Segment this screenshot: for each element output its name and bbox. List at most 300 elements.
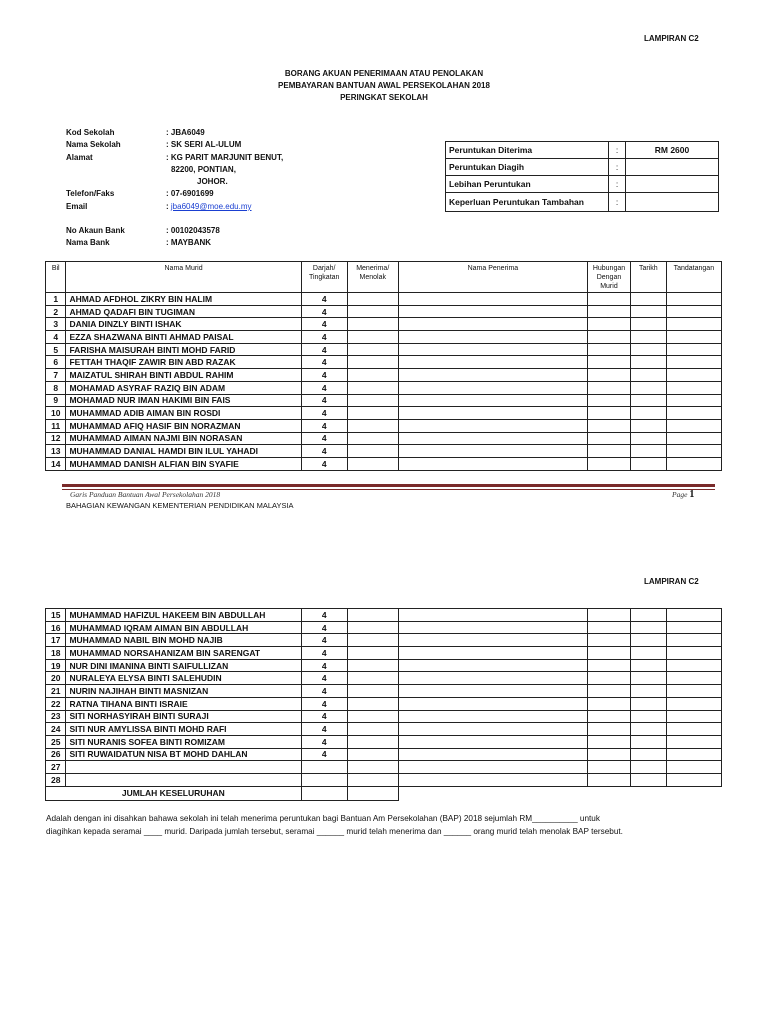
row-hubungan-cell[interactable]	[588, 723, 631, 736]
row-nama-penerima-cell[interactable]	[398, 710, 587, 723]
lampiran-label-page2: LAMPIRAN C2	[644, 577, 699, 586]
row-hubungan-cell[interactable]	[588, 381, 631, 394]
row-menerima-cell[interactable]	[347, 407, 398, 420]
title-line: BORANG AKUAN PENERIMAAN ATAU PENOLAKAN	[284, 69, 484, 78]
row-tandatangan-cell[interactable]	[666, 685, 721, 698]
header-hubungan: Hubungan Dengan Murid	[588, 262, 631, 293]
row-hubungan-cell[interactable]	[588, 331, 631, 344]
row-menerima-cell[interactable]	[347, 609, 398, 622]
row-menerima-cell[interactable]	[347, 305, 398, 318]
row-darjah: 4	[301, 659, 347, 672]
row-bil: 28	[46, 773, 66, 786]
row-darjah: 4	[301, 735, 347, 748]
row-bil: 19	[46, 659, 66, 672]
row-nama-penerima-cell[interactable]	[398, 672, 587, 685]
row-tarikh-cell[interactable]	[630, 748, 666, 761]
footer-dept: BAHAGIAN KEWANGAN KEMENTERIAN PENDIDIKAN MALAYSIA	[66, 501, 294, 510]
row-student-name: MOHAMAD ASYRAF RAZIQ BIN ADAM	[66, 381, 301, 394]
row-bil: 1	[46, 293, 66, 306]
table-row	[46, 647, 722, 660]
student-table-page2	[45, 608, 722, 801]
row-bil: 24	[46, 723, 66, 736]
header-tarikh: Tarikh	[630, 262, 666, 293]
row-nama-penerima-cell[interactable]	[398, 331, 587, 344]
row-darjah: 4	[301, 748, 347, 761]
table-row	[46, 343, 722, 356]
row-darjah: 4	[301, 343, 347, 356]
row-tarikh-cell[interactable]	[630, 761, 666, 774]
info-label: Alamat	[66, 152, 93, 162]
row-hubungan-cell[interactable]	[588, 457, 631, 470]
row-tandatangan-cell[interactable]	[666, 305, 721, 318]
row-hubungan-cell[interactable]	[588, 710, 631, 723]
footer-guide: Garis Panduan Bantuan Awal Persekolahan 2018	[70, 490, 221, 499]
table-row	[46, 723, 722, 736]
row-bil: 18	[46, 647, 66, 660]
total-darjah-cell[interactable]	[301, 786, 347, 800]
row-tandatangan-cell[interactable]	[666, 394, 721, 407]
allocation-label: Peruntukan Diagih	[446, 159, 609, 176]
page-number	[672, 489, 694, 500]
row-bil: 14	[46, 457, 66, 470]
row-darjah: 4	[301, 419, 347, 432]
info-value: : KG PARIT MARJUNIT BENUT,	[166, 152, 284, 162]
row-bil: 21	[46, 685, 66, 698]
row-nama-penerima-cell[interactable]	[398, 748, 587, 761]
row-hubungan-cell[interactable]	[588, 647, 631, 660]
row-tarikh-cell[interactable]	[630, 685, 666, 698]
allocation-label: Keperluan Peruntukan Tambahan	[446, 193, 609, 212]
row-tarikh-cell[interactable]	[630, 445, 666, 458]
info-value: :	[166, 201, 171, 211]
table-row	[46, 609, 722, 622]
row-nama-penerima-cell[interactable]	[398, 305, 587, 318]
table-row	[46, 659, 722, 672]
row-nama-penerima-cell[interactable]	[398, 761, 587, 774]
allocation-label: Lebihan Peruntukan	[446, 176, 609, 193]
row-tarikh-cell[interactable]	[630, 457, 666, 470]
row-hubungan-cell[interactable]	[588, 432, 631, 445]
allocation-sep: :	[609, 176, 626, 193]
row-tarikh-cell[interactable]	[630, 647, 666, 660]
row-darjah: 4	[301, 432, 347, 445]
title-line: PERINGKAT SEKOLAH	[340, 93, 428, 102]
row-tandatangan-cell[interactable]	[666, 710, 721, 723]
total-menerima-cell[interactable]	[347, 786, 398, 800]
allocation-table	[445, 141, 719, 212]
email-link[interactable]: jba6049@moe.edu.my	[170, 201, 252, 211]
row-hubungan-cell[interactable]	[588, 369, 631, 382]
row-darjah: 4	[301, 394, 347, 407]
row-menerima-cell[interactable]	[347, 659, 398, 672]
row-student-name: MAIZATUL SHIRAH BINTI ABDUL RAHIM	[66, 369, 301, 382]
row-nama-penerima-cell[interactable]	[398, 647, 587, 660]
row-tandatangan-cell[interactable]	[666, 445, 721, 458]
info-value: : JBA6049	[166, 128, 205, 137]
row-bil: 10	[46, 407, 66, 420]
table-row	[46, 634, 722, 647]
row-menerima-cell[interactable]	[347, 710, 398, 723]
row-tarikh-cell[interactable]	[630, 369, 666, 382]
row-student-name: RATNA TIHANA BINTI ISRAIE	[66, 697, 301, 710]
row-student-name: NURALEYA ELYSA BINTI SALEHUDIN	[66, 672, 301, 685]
row-tandatangan-cell[interactable]	[666, 369, 721, 382]
row-nama-penerima-cell[interactable]	[398, 659, 587, 672]
row-student-name: MUHAMMAD NORSAHANIZAM BIN SARENGAT	[66, 647, 301, 660]
row-hubungan-cell[interactable]	[588, 356, 631, 369]
row-student-name: NUR DINI IMANINA BINTI SAIFULLIZAN	[66, 659, 301, 672]
school-info	[66, 127, 366, 250]
row-tandatangan-cell[interactable]	[666, 331, 721, 344]
info-value: JOHOR.	[197, 177, 228, 187]
row-menerima-cell[interactable]	[347, 343, 398, 356]
row-tarikh-cell[interactable]	[630, 432, 666, 445]
row-student-name: SITI RUWAIDATUN NISA BT MOHD DAHLAN	[66, 748, 301, 761]
row-tandatangan-cell[interactable]	[666, 723, 721, 736]
info-label: Kod Sekolah	[66, 128, 115, 137]
row-menerima-cell[interactable]	[347, 318, 398, 331]
row-bil: 26	[46, 748, 66, 761]
row-tandatangan-cell[interactable]	[666, 748, 721, 761]
row-tandatangan-cell[interactable]	[666, 432, 721, 445]
row-nama-penerima-cell[interactable]	[398, 419, 587, 432]
row-hubungan-cell[interactable]	[588, 305, 631, 318]
row-darjah	[301, 773, 347, 786]
row-darjah: 4	[301, 305, 347, 318]
row-darjah: 4	[301, 457, 347, 470]
row-nama-penerima-cell[interactable]	[398, 381, 587, 394]
row-tandatangan-cell[interactable]	[666, 457, 721, 470]
row-nama-penerima-cell[interactable]	[398, 735, 587, 748]
row-darjah: 4	[301, 710, 347, 723]
row-student-name: MUHAMMAD HAFIZUL HAKEEM BIN ABDULLAH	[66, 609, 301, 622]
info-value: : MAYBANK	[166, 238, 212, 248]
row-tarikh-cell[interactable]	[630, 710, 666, 723]
row-tarikh-cell[interactable]	[630, 394, 666, 407]
row-menerima-cell[interactable]	[347, 647, 398, 660]
student-table-page1	[45, 261, 722, 471]
row-nama-penerima-cell[interactable]	[398, 697, 587, 710]
row-bil: 25	[46, 735, 66, 748]
row-tandatangan-cell[interactable]	[666, 293, 721, 306]
total-label: JUMLAH KESELURUHAN	[46, 786, 302, 800]
row-tarikh-cell[interactable]	[630, 356, 666, 369]
row-bil: 20	[46, 672, 66, 685]
table-row	[46, 621, 722, 634]
row-student-name: SITI NUR AMYLISSA BINTI MOHD RAFI	[66, 723, 301, 736]
row-tandatangan-cell[interactable]	[666, 672, 721, 685]
row-student-name: MUHAMMAD AFIQ HASIF BIN NORAZMAN	[66, 419, 301, 432]
header-nama-murid: Nama Murid	[66, 262, 301, 293]
row-tarikh-cell[interactable]	[630, 621, 666, 634]
row-tandatangan-cell[interactable]	[666, 419, 721, 432]
row-tarikh-cell[interactable]	[630, 672, 666, 685]
row-nama-penerima-cell[interactable]	[398, 457, 587, 470]
row-nama-penerima-cell[interactable]	[398, 685, 587, 698]
row-darjah: 4	[301, 445, 347, 458]
row-hubungan-cell[interactable]	[588, 445, 631, 458]
table-row	[46, 293, 722, 306]
row-tarikh-cell[interactable]	[630, 407, 666, 420]
row-tarikh-cell[interactable]	[630, 634, 666, 647]
row-bil: 6	[46, 356, 66, 369]
row-hubungan-cell[interactable]	[588, 697, 631, 710]
row-tarikh-cell[interactable]	[630, 697, 666, 710]
row-hubungan-cell[interactable]	[588, 419, 631, 432]
table-row	[46, 394, 722, 407]
row-menerima-cell[interactable]	[347, 356, 398, 369]
row-menerima-cell[interactable]	[347, 723, 398, 736]
info-label: Nama Bank	[66, 238, 110, 248]
row-nama-penerima-cell[interactable]	[398, 407, 587, 420]
row-nama-penerima-cell[interactable]	[398, 356, 587, 369]
row-student-name: FARISHA MAISURAH BINTI MOHD FARID	[66, 343, 301, 356]
row-bil: 7	[46, 369, 66, 382]
row-bil: 13	[46, 445, 66, 458]
row-tarikh-cell[interactable]	[630, 735, 666, 748]
table-row	[46, 748, 722, 761]
row-student-name: SITI NORHASYIRAH BINTI SURAJI	[66, 710, 301, 723]
row-student-name: MOHAMAD NUR IMAN HAKIMI BIN FAIS	[66, 394, 301, 407]
row-hubungan-cell[interactable]	[588, 735, 631, 748]
row-tandatangan-cell[interactable]	[666, 735, 721, 748]
row-student-name: MUHAMMAD NABIL BIN MOHD NAJIB	[66, 634, 301, 647]
row-hubungan-cell[interactable]	[588, 609, 631, 622]
row-hubungan-cell[interactable]	[588, 672, 631, 685]
row-tandatangan-cell[interactable]	[666, 773, 721, 786]
row-hubungan-cell[interactable]	[588, 318, 631, 331]
row-darjah: 4	[301, 609, 347, 622]
row-tarikh-cell[interactable]	[630, 318, 666, 331]
row-darjah: 4	[301, 647, 347, 660]
row-bil: 15	[46, 609, 66, 622]
table-row	[46, 761, 722, 774]
table-row	[46, 697, 722, 710]
row-menerima-cell[interactable]	[347, 697, 398, 710]
row-tarikh-cell[interactable]	[630, 293, 666, 306]
row-tarikh-cell[interactable]	[630, 773, 666, 786]
row-tandatangan-cell[interactable]	[666, 647, 721, 660]
row-tarikh-cell[interactable]	[630, 609, 666, 622]
table-row	[46, 773, 722, 786]
table-row	[46, 672, 722, 685]
row-darjah: 4	[301, 356, 347, 369]
allocation-value	[626, 159, 719, 176]
row-nama-penerima-cell[interactable]	[398, 723, 587, 736]
row-menerima-cell[interactable]	[347, 293, 398, 306]
header-tandatangan: Tandatangan	[666, 262, 721, 293]
row-darjah: 4	[301, 723, 347, 736]
row-hubungan-cell[interactable]	[588, 761, 631, 774]
info-value: : SK SERI AL-ULUM	[166, 140, 242, 150]
row-student-name: MUHAMMAD DANIAL HAMDI BIN ILUL YAHADI	[66, 445, 301, 458]
row-student-name	[66, 761, 301, 774]
row-bil: 12	[46, 432, 66, 445]
row-hubungan-cell[interactable]	[588, 634, 631, 647]
table-row	[46, 710, 722, 723]
row-student-name: NURIN NAJIHAH BINTI MASNIZAN	[66, 685, 301, 698]
row-menerima-cell[interactable]	[347, 381, 398, 394]
row-bil: 22	[46, 697, 66, 710]
table-row	[46, 331, 722, 344]
row-darjah	[301, 761, 347, 774]
row-tandatangan-cell[interactable]	[666, 697, 721, 710]
info-value: : 07-6901699	[166, 189, 214, 199]
table-row	[46, 735, 722, 748]
row-student-name: EZZA SHAZWANA BINTI AHMAD PAISAL	[66, 331, 301, 344]
row-hubungan-cell[interactable]	[588, 343, 631, 356]
header-menerima: Menerima/ Menolak	[347, 262, 398, 293]
row-tandatangan-cell[interactable]	[666, 634, 721, 647]
row-darjah: 4	[301, 697, 347, 710]
row-menerima-cell[interactable]	[347, 432, 398, 445]
row-nama-penerima-cell[interactable]	[398, 634, 587, 647]
table-row	[46, 369, 722, 382]
row-darjah: 4	[301, 318, 347, 331]
allocation-value	[626, 193, 719, 212]
table-row	[46, 407, 722, 420]
total-row	[46, 786, 722, 800]
row-student-name: AHMAD QADAFI BIN TUGIMAN	[66, 305, 301, 318]
row-nama-penerima-cell[interactable]	[398, 609, 587, 622]
row-tandatangan-cell[interactable]	[666, 621, 721, 634]
row-hubungan-cell[interactable]	[588, 394, 631, 407]
row-student-name: MUHAMMAD AIMAN NAJMI BIN NORASAN	[66, 432, 301, 445]
declaration-line: Adalah dengan ini disahkan bahawa sekolah ini telah menerima peruntukan bagi Bantuan Am Persekolahan (BAP) 2018 sejumlah RM__________ untuk	[46, 814, 600, 823]
row-tandatangan-cell[interactable]	[666, 356, 721, 369]
table-row	[46, 419, 722, 432]
row-menerima-cell[interactable]	[347, 773, 398, 786]
row-tarikh-cell[interactable]	[630, 331, 666, 344]
row-darjah: 4	[301, 331, 347, 344]
row-menerima-cell[interactable]	[347, 331, 398, 344]
info-label: Telefon/Faks	[66, 189, 115, 199]
row-hubungan-cell[interactable]	[588, 407, 631, 420]
row-student-name: FETTAH THAQIF ZAWIR BIN ABD RAZAK	[66, 356, 301, 369]
row-menerima-cell[interactable]	[347, 394, 398, 407]
table-row	[46, 445, 722, 458]
row-bil: 4	[46, 331, 66, 344]
row-darjah: 4	[301, 672, 347, 685]
info-label: No Akaun Bank	[66, 226, 125, 236]
row-hubungan-cell[interactable]	[588, 773, 631, 786]
header-nama-penerima: Nama Penerima	[398, 262, 587, 293]
row-menerima-cell[interactable]	[347, 634, 398, 647]
row-darjah: 4	[301, 634, 347, 647]
row-bil: 8	[46, 381, 66, 394]
row-nama-penerima-cell[interactable]	[398, 293, 587, 306]
row-nama-penerima-cell[interactable]	[398, 343, 587, 356]
row-nama-penerima-cell[interactable]	[398, 773, 587, 786]
row-bil: 27	[46, 761, 66, 774]
allocation-sep: :	[609, 193, 626, 212]
row-darjah: 4	[301, 621, 347, 634]
allocation-value: RM 2600	[626, 142, 719, 159]
row-tandatangan-cell[interactable]	[666, 381, 721, 394]
row-hubungan-cell[interactable]	[588, 659, 631, 672]
row-menerima-cell[interactable]	[347, 672, 398, 685]
declaration-line: diagihkan kepada seramai ____ murid. Daripada jumlah tersebut, seramai ______ murid telah menerima dan ______ orang murid telah menolak BAP tersebut.	[46, 827, 623, 836]
row-hubungan-cell[interactable]	[588, 685, 631, 698]
info-value: 82200, PONTIAN,	[171, 164, 236, 174]
row-bil: 2	[46, 305, 66, 318]
row-bil: 23	[46, 710, 66, 723]
row-hubungan-cell[interactable]	[588, 621, 631, 634]
row-tarikh-cell[interactable]	[630, 723, 666, 736]
row-tarikh-cell[interactable]	[630, 381, 666, 394]
row-student-name	[66, 773, 301, 786]
row-bil: 16	[46, 621, 66, 634]
info-value: : 00102043578	[166, 226, 220, 236]
allocation-value	[626, 176, 719, 193]
row-tandatangan-cell[interactable]	[666, 609, 721, 622]
row-nama-penerima-cell[interactable]	[398, 621, 587, 634]
row-menerima-cell[interactable]	[347, 735, 398, 748]
row-tarikh-cell[interactable]	[630, 305, 666, 318]
declaration	[46, 812, 746, 838]
table-row	[46, 318, 722, 331]
row-tandatangan-cell[interactable]	[666, 407, 721, 420]
row-menerima-cell[interactable]	[347, 761, 398, 774]
row-darjah: 4	[301, 293, 347, 306]
row-bil: 9	[46, 394, 66, 407]
allocation-label: Peruntukan Diterima	[446, 142, 609, 159]
row-menerima-cell[interactable]	[347, 685, 398, 698]
row-menerima-cell[interactable]	[347, 748, 398, 761]
row-darjah: 4	[301, 369, 347, 382]
row-tandatangan-cell[interactable]	[666, 659, 721, 672]
row-nama-penerima-cell[interactable]	[398, 432, 587, 445]
row-tarikh-cell[interactable]	[630, 659, 666, 672]
row-hubungan-cell[interactable]	[588, 293, 631, 306]
info-label: Email	[66, 201, 88, 211]
row-menerima-cell[interactable]	[347, 457, 398, 470]
row-tandatangan-cell[interactable]	[666, 343, 721, 356]
lampiran-label: LAMPIRAN C2	[644, 34, 699, 43]
row-tandatangan-cell[interactable]	[666, 318, 721, 331]
row-nama-penerima-cell[interactable]	[398, 318, 587, 331]
row-bil: 17	[46, 634, 66, 647]
row-student-name: DANIA DINZLY BINTI ISHAK	[66, 318, 301, 331]
row-tandatangan-cell[interactable]	[666, 761, 721, 774]
row-menerima-cell[interactable]	[347, 445, 398, 458]
allocation-sep: :	[609, 142, 626, 159]
footer-rule	[62, 484, 715, 487]
row-hubungan-cell[interactable]	[588, 748, 631, 761]
row-darjah: 4	[301, 381, 347, 394]
table-row	[46, 356, 722, 369]
row-tarikh-cell[interactable]	[630, 343, 666, 356]
row-menerima-cell[interactable]	[347, 369, 398, 382]
row-nama-penerima-cell[interactable]	[398, 369, 587, 382]
table-header-row	[46, 262, 722, 293]
row-student-name: MUHAMMAD DANISH ALFIAN BIN SYAFIE	[66, 457, 301, 470]
page-label: Page	[672, 490, 688, 499]
row-menerima-cell[interactable]	[347, 621, 398, 634]
row-menerima-cell[interactable]	[347, 419, 398, 432]
header-darjah: Darjah/ Tingkatan	[301, 262, 347, 293]
row-student-name: SITI NURANIS SOFEA BINTI ROMIZAM	[66, 735, 301, 748]
row-student-name: MUHAMMAD IQRAM AIMAN BIN ABDULLAH	[66, 621, 301, 634]
row-nama-penerima-cell[interactable]	[398, 445, 587, 458]
row-nama-penerima-cell[interactable]	[398, 394, 587, 407]
page-num: 1	[689, 489, 695, 500]
row-darjah: 4	[301, 685, 347, 698]
header-bil: Bil	[46, 262, 66, 293]
row-tarikh-cell[interactable]	[630, 419, 666, 432]
table-row	[46, 685, 722, 698]
row-student-name: MUHAMMAD ADIB AIMAN BIN ROSDI	[66, 407, 301, 420]
